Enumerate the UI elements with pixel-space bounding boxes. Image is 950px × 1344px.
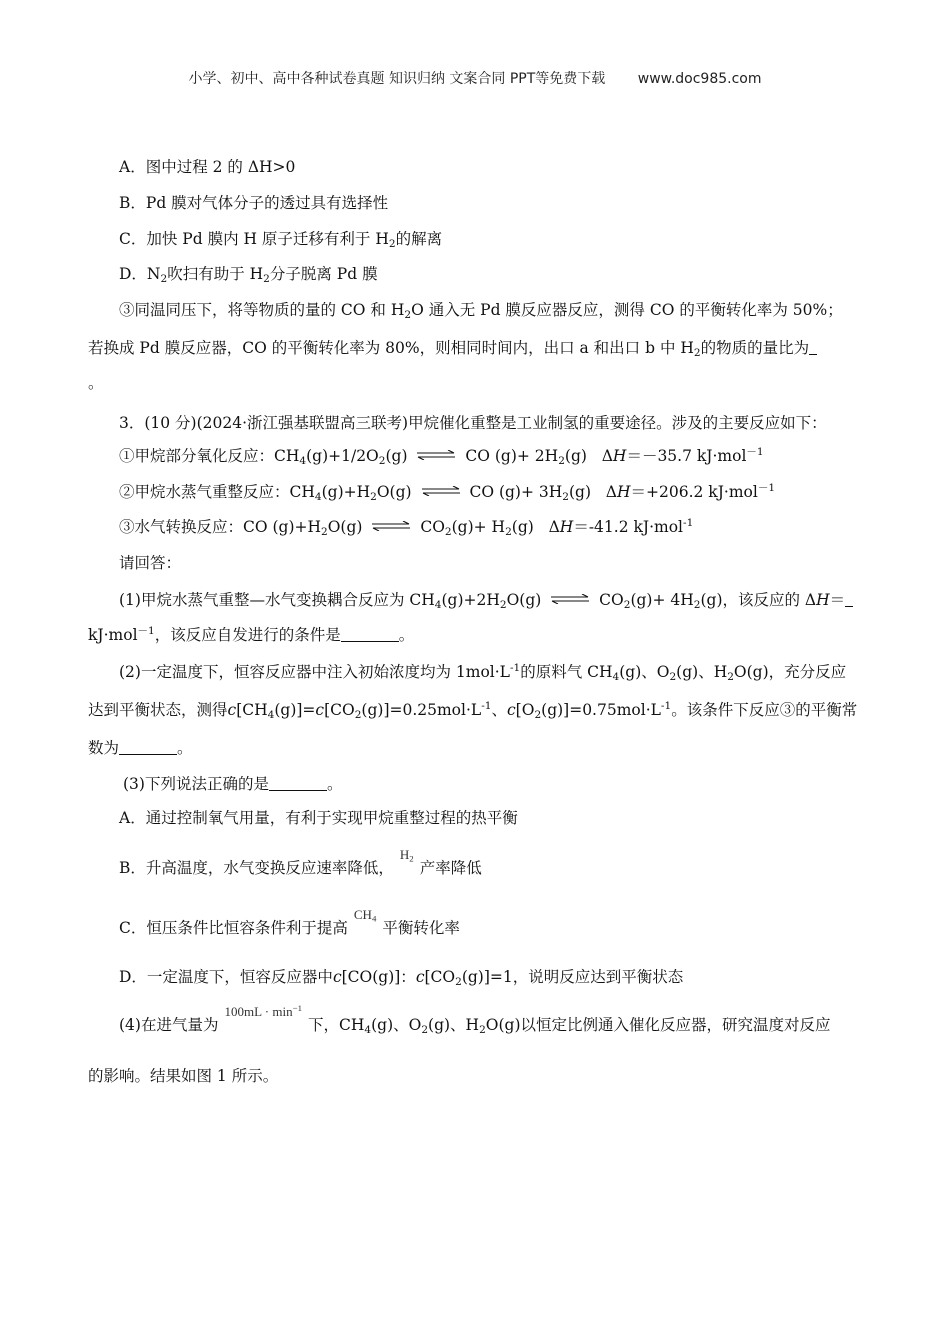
answer-blank[interactable] [809, 338, 817, 355]
q3-p2-line1: (2)一定温度下，恒容反应器中注入初始浓度均为 $1mol\cdot L^{-1}$的原料气 $CH_4(g)$、$O_2(g)$、$H_2O(g)$，充分反应 [119, 662, 847, 684]
q3-p4-line1: (4)在进气量为$100mL \cdot \min^{-1}$下，$CH_4(g)$、$O_2(g)$、$H_2O(g)$以恒定比例通入催化反应器，研究温度对反应 [119, 1003, 831, 1037]
equilibrium-arrow-icon [371, 521, 411, 531]
equilibrium-arrow-icon [416, 450, 456, 460]
formula-image-flow-rate: $100mL \cdot \min^{-1}$ [224, 1003, 302, 1019]
option-c: C．加快 Pd 膜内 H 原子迁移有利于 $H_2$的解离 [119, 230, 443, 251]
q3-intro: 3．(10 分)(2024·浙江强基联盟高三联考)甲烷催化重整是工业制氢的重要途径。涉及的主要反应如下： [119, 414, 827, 432]
answer-blank[interactable] [119, 738, 177, 755]
reaction-3: ③水气转换反应：CO $(g)+H_2O(g)$ $CO_2(g)+ H_2(g)$ ΔH＝-41.2 kJ·mol$^{-1}$ [119, 517, 694, 539]
option-a: A．图中过程 2 的 ΔH>0 [119, 158, 296, 176]
q3-p3-option-b: B．升高温度，水气变换反应速率降低，$H_2$产率降低 [119, 847, 482, 877]
q3-p3-option-d: D．一定温度下，恒容反应器中c[CO(g)]：$c[CO_2(g)]=1$，说明反应达到平衡状态 [119, 968, 684, 989]
formula-image-ch4: $CH_4$ [353, 907, 377, 924]
q3-p2-line2: 达到平衡状态，测得$c[CH_4(g)]=c[CO_2(g)]=0.25mol\cdot L^{-1}$、$c[O_2(g)]=0.75mol\cdot L^{-1}$。该条件下反应③的平衡常 [88, 700, 858, 722]
reaction-1: ①甲烷部分氧化反应：$CH_4(g)+1/2O_2(g)$ CO $(g)+ 2H_2(g)$ ΔH＝－35.7 kJ·mol$^{-1}$ [119, 446, 764, 468]
q3-p3-option-c: C．恒压条件比恒容条件利于提高$CH_4$平衡转化率 [119, 907, 460, 937]
q3-p1-line2: kJ·mol$^{-1}$，该反应自发进行的条件是 。 [88, 625, 415, 644]
q2-part3-line1: ③同温同压下，将等物质的量的 CO 和 $H_2O$ 通入无 Pd 膜反应器反应，测得 CO 的平衡转化率为 50%； [119, 301, 843, 322]
answer-blank[interactable] [269, 774, 327, 791]
option-b: B．Pd 膜对气体分子的透过具有选择性 [119, 194, 389, 212]
q3-p3-option-a: A．通过控制氧气用量，有利于实现甲烷重整过程的热平衡 [119, 809, 518, 827]
header-website[interactable]: www.doc985.com [637, 71, 762, 87]
formula-image-h2: $H_2$ [399, 847, 414, 864]
answer-blank[interactable] [341, 625, 399, 642]
q3-p1-line1: (1)甲烷水蒸气重整—水气变换耦合反应为 $CH_4(g)+2H_2O(g)$ $CO_2(g)+ 4H_2(g)$，该反应的 ΔH＝ [119, 590, 853, 610]
option-d: D．$N_2$吹扫有助于 $H_2$分子脱离 Pd 膜 [119, 265, 378, 286]
q2-part3-line2: 若换成 Pd 膜反应器，CO 的平衡转化率为 80%，则相同时间内，出口 a 和出口 b 中 $H_2$的物质的量比为 [88, 338, 817, 358]
equilibrium-arrow-icon [421, 486, 461, 496]
header-text: 小学、初中、高中各种试卷真题 知识归纳 文案合同 PPT等免费下载 [188, 71, 606, 87]
reaction-2: ②甲烷水蒸气重整反应：$CH_4(g)+H_2O(g)$ CO $(g)+ 3H_2(g)$ ΔH＝+206.2 kJ·mol$^{-1}$ [119, 482, 776, 504]
answer-blank[interactable] [845, 590, 853, 607]
q2-part3-line3: 。 [88, 374, 104, 392]
q3-p3-stem: (3)下列说法正确的是 。 [123, 775, 343, 793]
q3-p4-line2: 的影响。结果如图 1 所示。 [88, 1067, 279, 1085]
page-header [0, 68, 950, 88]
q3-p2-line3: 数为 。 [88, 739, 193, 757]
please-answer: 请回答： [119, 554, 182, 572]
equilibrium-arrow-icon [550, 594, 590, 604]
